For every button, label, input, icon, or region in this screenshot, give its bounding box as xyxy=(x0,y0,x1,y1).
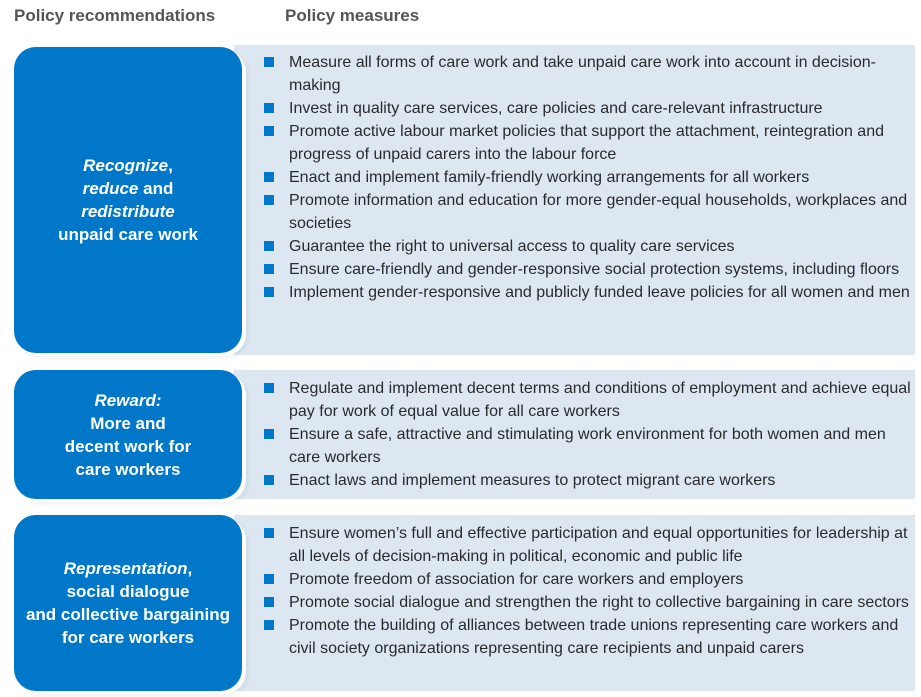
measure-item xyxy=(264,258,914,281)
square-bullet-icon xyxy=(264,287,274,297)
measure-text: Promote active labour market policies that support the attachment, reintegration and progress of unpaid carers into the labour force xyxy=(289,123,884,163)
card-2-line-4: care workers xyxy=(75,459,181,479)
reward-card xyxy=(14,370,242,499)
measure-text: Promote freedom of association for care workers and employers xyxy=(289,571,744,588)
card-2-line-3: decent work for xyxy=(64,436,192,456)
square-bullet-icon xyxy=(264,475,274,485)
measure-text: Measure all forms of care work and take unpaid care work into account in decision-making xyxy=(289,54,876,94)
measure-item xyxy=(264,614,914,660)
measure-text: Guarantee the right to universal access to quality care services xyxy=(289,238,735,255)
square-bullet-icon xyxy=(264,383,274,393)
card-1-line-1-rest: , xyxy=(168,156,173,175)
square-bullet-icon xyxy=(264,574,274,584)
square-bullet-icon xyxy=(264,57,274,67)
card-1-line-3: redistribute xyxy=(81,202,175,221)
card-2-line-2: More and xyxy=(90,413,166,433)
square-bullet-icon xyxy=(264,172,274,182)
square-bullet-icon xyxy=(264,126,274,136)
measure-text: Regulate and implement decent terms and conditions of employment and achieve equal pay for work of equal value for all care workers xyxy=(289,380,911,420)
measure-text: Implement gender-responsive and publicly funded leave policies for all women and men xyxy=(289,284,910,301)
recognize-reduce-redistribute-card xyxy=(14,47,242,353)
square-bullet-icon xyxy=(264,528,274,538)
measure-text: Promote information and education for more gender-equal households, workplaces and societies xyxy=(289,192,908,232)
card-1-line-4: unpaid care work xyxy=(58,225,198,244)
square-bullet-icon xyxy=(264,241,274,251)
policy-recommendations-header: Policy recommendations xyxy=(14,6,216,25)
square-bullet-icon xyxy=(264,620,274,630)
policy-measures-header: Policy measures xyxy=(285,6,420,25)
measure-item xyxy=(264,469,914,492)
measure-text: Ensure a safe, attractive and stimulating work environment for both women and men care workers xyxy=(289,426,886,466)
square-bullet-icon xyxy=(264,195,274,205)
measure-text: Invest in quality care services, care policies and care-relevant infrastructure xyxy=(289,100,823,117)
card-2-line-1-italic: Reward: xyxy=(94,390,162,410)
measure-text: Enact laws and implement measures to protect migrant care workers xyxy=(289,472,776,489)
square-bullet-icon xyxy=(264,597,274,607)
measure-text: Enact and implement family-friendly working arrangements for all workers xyxy=(289,169,810,186)
square-bullet-icon xyxy=(264,103,274,113)
section-1-measures-list xyxy=(264,51,914,304)
card-3-line-1-rest: , xyxy=(187,559,193,578)
square-bullet-icon xyxy=(264,429,274,439)
measure-item xyxy=(264,189,914,235)
measure-item xyxy=(264,423,914,469)
section-2-measures-list xyxy=(264,377,914,492)
measure-item xyxy=(264,120,914,166)
card-3-line-4: for care workers xyxy=(61,628,195,647)
measure-item xyxy=(264,522,914,568)
card-3-line-1-italic: Representation xyxy=(63,559,188,578)
section-3-measures-list xyxy=(264,522,914,660)
measure-item xyxy=(264,51,914,97)
square-bullet-icon xyxy=(264,264,274,274)
measure-item xyxy=(264,235,914,258)
measure-item xyxy=(264,568,914,591)
measure-item xyxy=(264,591,914,614)
card-3-line-2: social dialogue xyxy=(66,582,190,601)
measure-item xyxy=(264,166,914,189)
measure-text: Ensure women’s full and effective participation and equal opportunities for leadership at all levels of decision-making in political, economic and public life xyxy=(289,525,908,565)
measure-item xyxy=(264,377,914,423)
measure-text: Ensure care-friendly and gender-responsive social protection systems, including floors xyxy=(289,261,900,278)
measure-item xyxy=(264,97,914,120)
measure-text: Promote social dialogue and strengthen the right to collective bargaining in care sectors xyxy=(289,594,909,611)
representation-card xyxy=(14,515,242,691)
card-1-line-2-rest: and xyxy=(138,179,174,198)
card-1-line-1-italic: Recognize xyxy=(83,156,169,175)
measure-text: Promote the building of alliances between trade unions representing care workers and civil society organizations representing care recipients and unpaid carers xyxy=(289,617,899,657)
card-1-line-2-italic: reduce xyxy=(82,179,139,198)
card-3-line-3: and collective bargaining xyxy=(25,605,231,624)
measure-item xyxy=(264,281,914,304)
